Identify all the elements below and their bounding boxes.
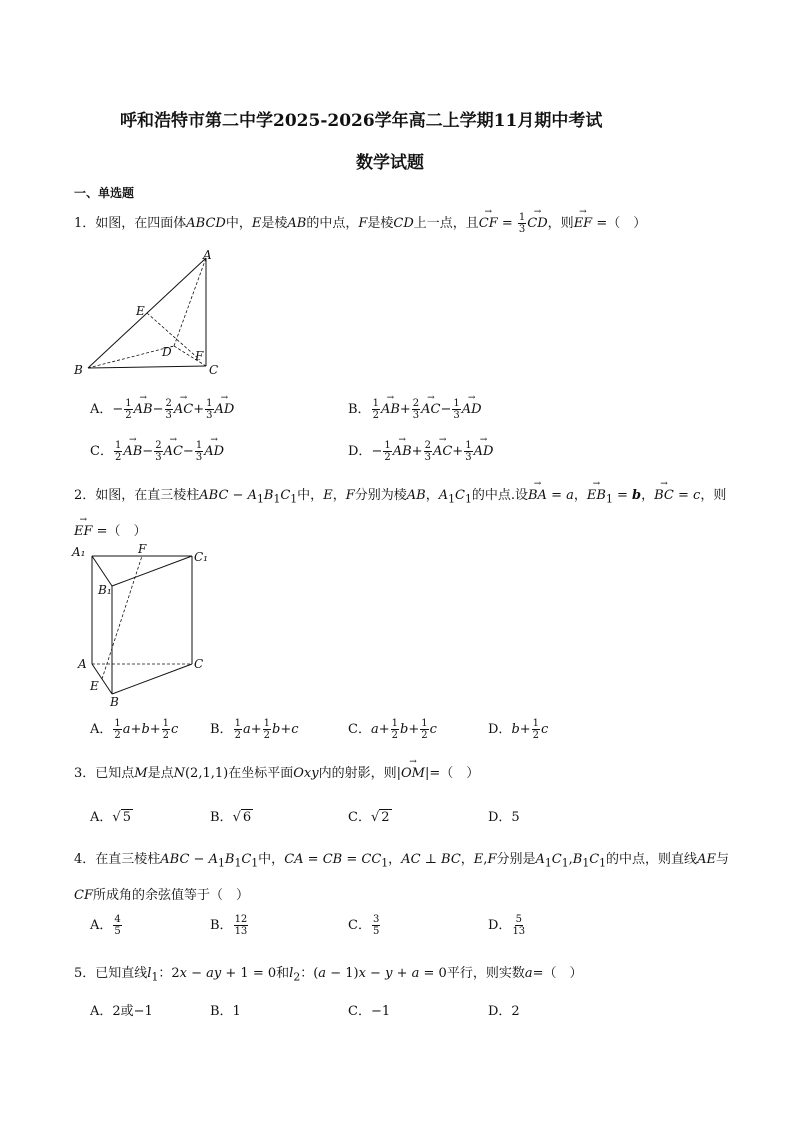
q4-stem-line2: CF所成角的余弦值等于（ ） bbox=[74, 888, 249, 903]
q1-option-c[interactable]: C． $\frac{1}{2}$ → AB− $\frac{2}{3}$ → AC− $\frac{1}{3}$ → AD bbox=[90, 440, 224, 463]
q1-tetrahedron-figure bbox=[70, 250, 230, 380]
q2-label-b1: B₁ bbox=[98, 583, 112, 597]
q2-label-e: E bbox=[90, 679, 99, 693]
q4-option-d[interactable]: D． $\frac{5}{13}$ bbox=[488, 914, 526, 937]
q1-stem: 1．如图，在四面体ABCD中，E是棱AB的中点，F是棱CD上一点，且→ CF = $\frac{1}{3}$ → CD，则→ EF =（ ） bbox=[74, 212, 646, 235]
q5-option-c[interactable]: C．−1 bbox=[348, 1004, 391, 1019]
q1-label-e: E bbox=[136, 304, 145, 318]
q5-option-a[interactable]: A．2或−1 bbox=[90, 1004, 153, 1019]
q3-option-d[interactable]: D．5 bbox=[488, 810, 520, 825]
q2-stem-line2: → EF =（ ） bbox=[74, 520, 147, 539]
q2-stem-line1: 2．如图，在直三棱柱ABC − $A_1B_1C_1$中，E，F分别为棱AB，$A_1C_1$的中点.设→ BA = a，→ $EB_1 = b$，→ BC = c，则 bbox=[74, 484, 726, 506]
q3-option-c[interactable]: C．√ 2 bbox=[348, 810, 390, 825]
q2-label-f: F bbox=[138, 544, 147, 556]
q2-label-a: A bbox=[78, 657, 87, 671]
q1-label-f: F bbox=[195, 349, 204, 363]
q1-option-a[interactable]: A．− $\frac{1}{2}$ → AB− $\frac{2}{3}$ → AC+ $\frac{1}{3}$ → AD bbox=[90, 398, 234, 421]
q2-prism-figure bbox=[70, 544, 220, 710]
q5-option-d[interactable]: D．2 bbox=[488, 1004, 520, 1019]
q2-option-c[interactable]: C．a+ $\frac{1}{2}$ b+ $\frac{1}{2}$ c bbox=[348, 718, 437, 741]
q5-option-b[interactable]: B．1 bbox=[210, 1004, 241, 1019]
q4-option-b[interactable]: B． $\frac{12}{13}$ bbox=[210, 914, 248, 937]
q1-label-b: B bbox=[74, 363, 83, 377]
q2-label-c: C bbox=[194, 657, 204, 671]
q1-option-b[interactable]: B． $\frac{1}{2}$ → AB+ $\frac{2}{3}$ → AC− $\frac{1}{3}$ → AD bbox=[348, 398, 482, 421]
q3-stem: 3．已知点M是点N(2,1,1)在坐标平面Oxy内的射影，则|→ OM|=（ ） bbox=[74, 762, 479, 781]
q1-label-c: C bbox=[209, 363, 219, 377]
exam-title: 呼和浩特市第二中学2025-2026学年高二上学期11月期中考试 bbox=[120, 111, 603, 131]
q3-option-b[interactable]: B．√ 6 bbox=[210, 810, 252, 825]
section-heading: 一、单选题 bbox=[74, 186, 135, 200]
q4-stem-line1: 4．在直三棱柱ABC − $A_1B_1C_1$中，CA = CB = $CC_1$，AC ⊥ BC，E,F分别是$A_1C_1,B_1C_1$的中点，则直线AE与 bbox=[74, 852, 729, 870]
q2-option-b[interactable]: B． $\frac{1}{2}$ a+ $\frac{1}{2}$ b+c bbox=[210, 718, 299, 741]
q2-label-a1: A₁ bbox=[72, 545, 86, 559]
q2-label-c1: C₁ bbox=[194, 550, 208, 564]
q5-stem: 5．已知直线$l_1$：2x − ay + 1 = 0和$l_2$：(a − 1)x − y + a = 0平行，则实数a=（ ） bbox=[74, 966, 583, 984]
q4-option-a[interactable]: A． $\frac{4}{5}$ bbox=[90, 914, 121, 937]
exam-subtitle: 数学试题 bbox=[356, 153, 424, 173]
q4-option-c[interactable]: C． $\frac{3}{5}$ bbox=[348, 914, 380, 937]
q2-option-d[interactable]: D．b+ $\frac{1}{2}$ c bbox=[488, 718, 549, 741]
q1-label-a: A bbox=[203, 250, 212, 262]
q3-option-a[interactable]: A．√ 5 bbox=[90, 810, 131, 825]
q1-option-d[interactable]: D．− $\frac{1}{2}$ → AB+ $\frac{2}{3}$ → AC+ $\frac{1}{3}$ → AD bbox=[348, 440, 493, 463]
q2-option-a[interactable]: A． $\frac{1}{2}$ a+b+ $\frac{1}{2}$ c bbox=[90, 718, 179, 741]
q1-label-d: D bbox=[162, 345, 172, 359]
q2-label-b: B bbox=[110, 695, 119, 709]
